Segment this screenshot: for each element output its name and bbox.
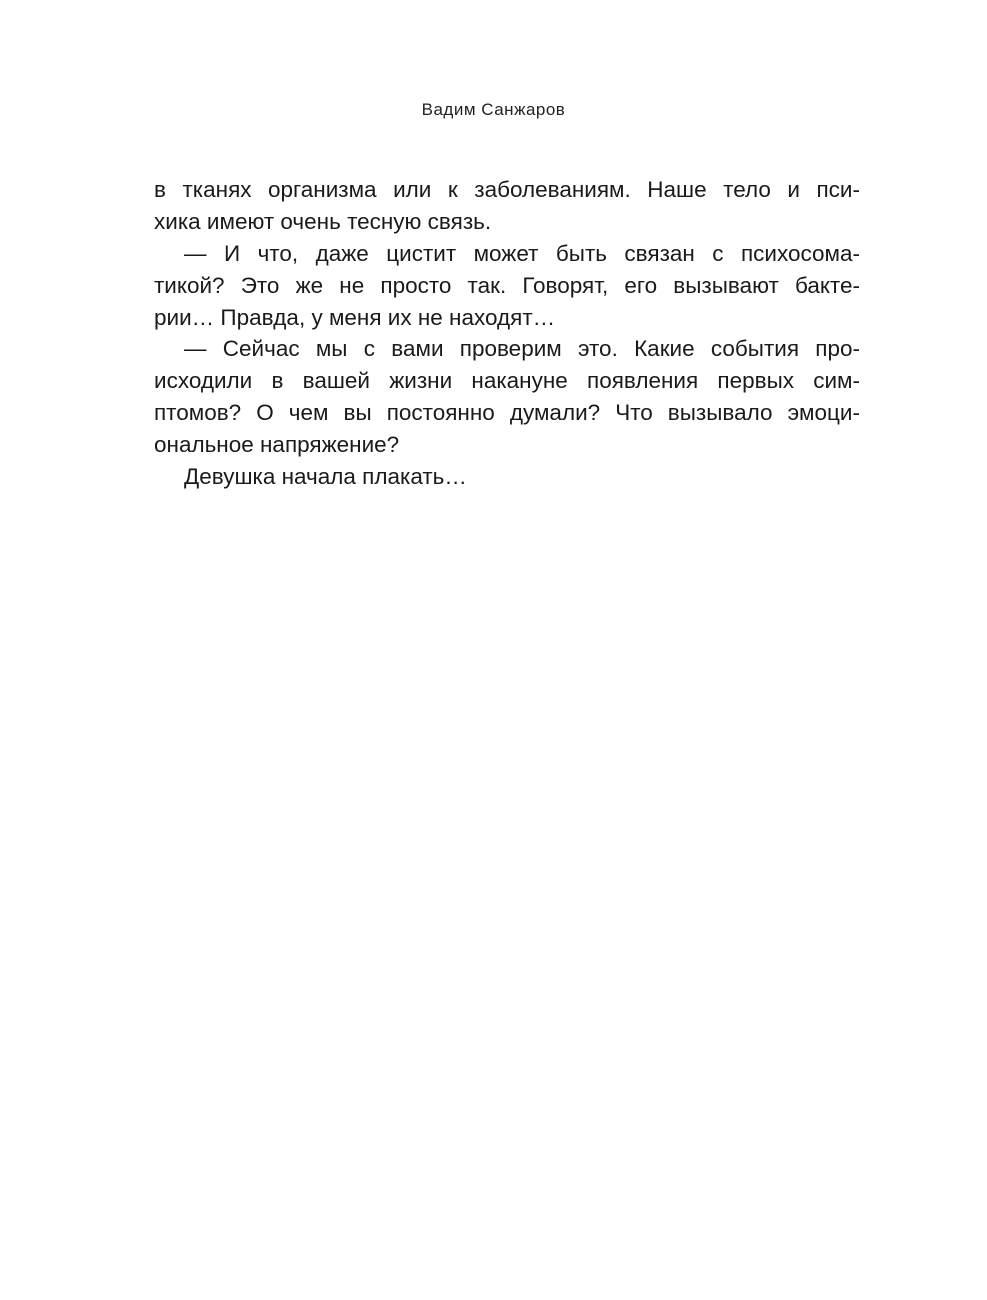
- text-line: — И что, даже цистит может быть связан с психосома-: [184, 240, 860, 266]
- body-text: [154, 174, 860, 493]
- text-line: исходили в вашей жизни накануне появления первых сим-: [154, 368, 860, 394]
- text-line: в тканях организма или к заболеваниям. Наше тело и пси-: [154, 177, 860, 202]
- text-line: ональное напряжение?: [154, 432, 400, 458]
- text-line: птомов? О чем вы постоянно думали? Что вызывало эмоци-: [154, 400, 860, 426]
- text-line: рии… Правда, у меня их не находят…: [154, 304, 556, 330]
- text-line: хика имеют очень тесную связь.: [154, 208, 492, 234]
- text-line: — Сейчас мы с вами проверим это. Какие события про-: [184, 336, 860, 362]
- text-line: тикой? Это же не просто так. Говорят, его вызывают бакте-: [154, 272, 860, 298]
- text-line: Девушка начала плакать…: [184, 464, 467, 490]
- running-head-author: Вадим Санжаров: [421, 100, 566, 119]
